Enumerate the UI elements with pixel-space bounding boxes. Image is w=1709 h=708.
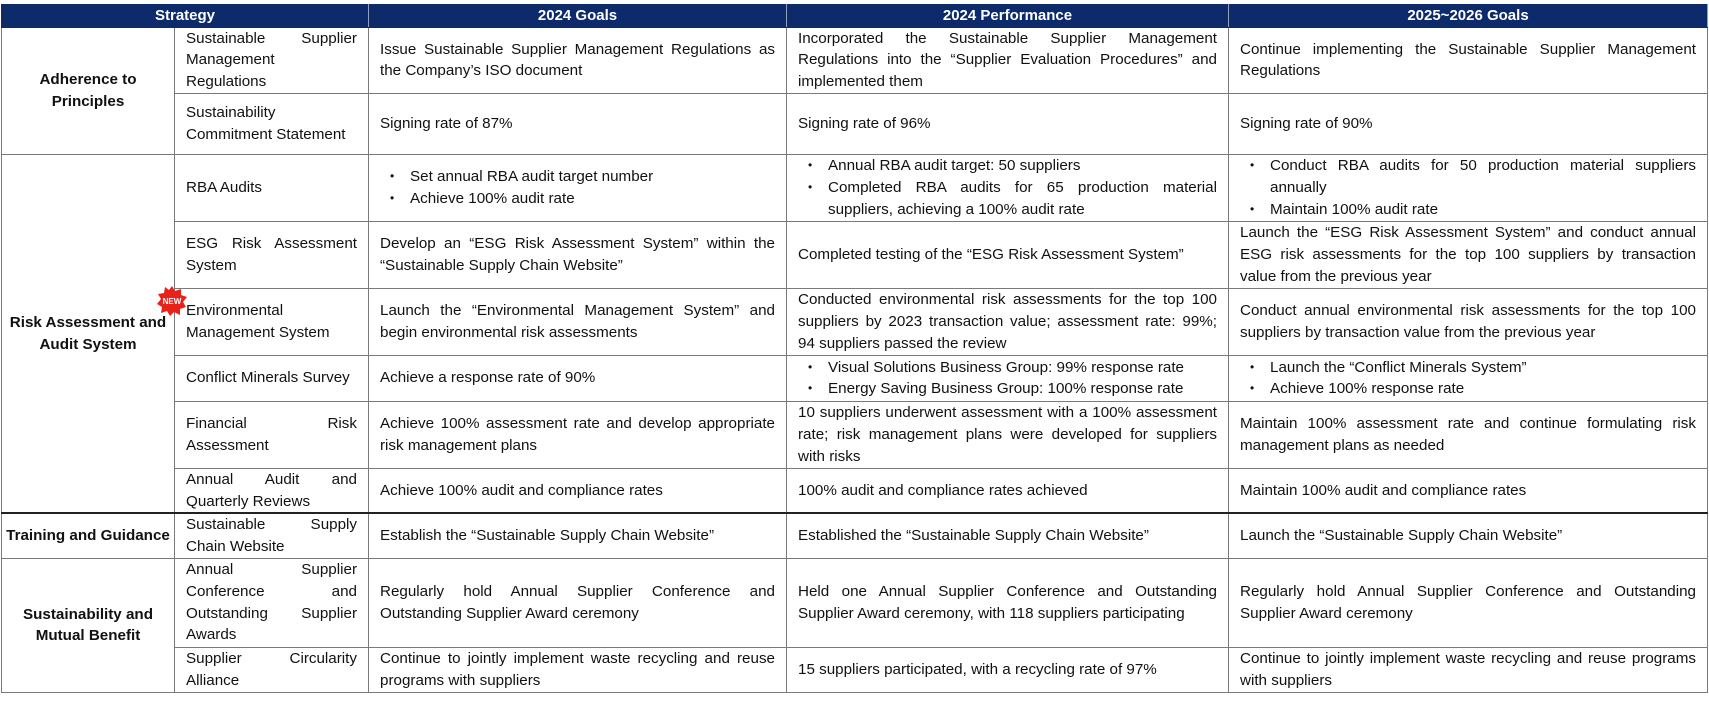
strategy-cell: RBA Audits [175, 154, 369, 221]
strategy-cell: ESG Risk Assessment System [175, 221, 369, 288]
strategy-cell: Conflict Minerals Survey [175, 355, 369, 401]
table-row [2, 93, 1708, 154]
group-sustainability: Sustainability and Mutual Benefit [2, 558, 175, 692]
performance-cell: 10 suppliers underwent assessment with a 100% assessment rate; risk management plans were developed for suppliers with risks [787, 401, 1229, 468]
future-goal-cell: Continue to jointly implement waste recycling and reuse programs with suppliers [1229, 647, 1708, 692]
performance-cell: Conducted environmental risk assessments for the top 100 suppliers by 2023 transaction value; assessment rate: 99%; 94 suppliers passed the review [787, 288, 1229, 355]
goal-cell: Continue to jointly implement waste recycling and reuse programs with suppliers [369, 647, 787, 692]
strategy-cell: Supplier Circularity Alliance [175, 647, 369, 692]
goal-cell: Achieve 100% assessment rate and develop appropriate risk management plans [369, 401, 787, 468]
list-item: • Energy Saving Business Group: 100% response rate [828, 378, 1217, 400]
header-2025-2026-goals: 2025~2026 Goals [1229, 5, 1708, 28]
list-item: • Launch the “Conflict Minerals System” [1270, 357, 1696, 379]
performance-cell: Established the “Sustainable Supply Chain Website” [787, 513, 1229, 558]
table-row [2, 154, 1708, 221]
future-goal-cell [1229, 154, 1708, 221]
table-row [2, 288, 1708, 355]
performance-cell: Completed testing of the “ESG Risk Assessment System” [787, 221, 1229, 288]
future-goal-cell: Launch the “Sustainable Supply Chain Website” [1229, 513, 1708, 558]
list-item: • Conduct RBA audits for 50 production material suppliers annually [1270, 155, 1696, 198]
group-risk: Risk Assessment and Audit System [2, 154, 175, 513]
future-goal-cell: Continue implementing the Sustainable Supplier Management Regulations [1229, 27, 1708, 93]
list-item: • Annual RBA audit target: 50 suppliers [828, 155, 1217, 177]
future-goal-cell: Maintain 100% assessment rate and continue formulating risk management plans as needed [1229, 401, 1708, 468]
table-row [2, 647, 1708, 692]
list-item: • Visual Solutions Business Group: 99% response rate [828, 357, 1217, 379]
performance-list [798, 155, 1217, 220]
header-2024-performance: 2024 Performance [787, 5, 1229, 28]
performance-cell: Held one Annual Supplier Conference and Outstanding Supplier Award ceremony, with 118 suppliers participating [787, 558, 1229, 647]
group-training: Training and Guidance [2, 513, 175, 558]
performance-cell: Incorporated the Sustainable Supplier Management Regulations into the “Supplier Evaluation Procedures” and implemented them [787, 27, 1229, 93]
future-goal-cell [1229, 355, 1708, 401]
header-strategy: Strategy [2, 5, 369, 28]
group-adherence: Adherence to Principles [2, 27, 175, 154]
list-item: • Achieve 100% audit rate [410, 188, 775, 210]
performance-cell: Signing rate of 96% [787, 93, 1229, 154]
goal-cell [369, 154, 787, 221]
performance-cell [787, 154, 1229, 221]
strategy-cell: Annual Supplier Conference and Outstanding Supplier Awards [175, 558, 369, 647]
svg-text:NEW: NEW [162, 297, 182, 307]
performance-cell: 15 suppliers participated, with a recycling rate of 97% [787, 647, 1229, 692]
list-item: • Maintain 100% audit rate [1270, 199, 1696, 221]
future-goal-list [1240, 155, 1696, 220]
performance-cell [787, 355, 1229, 401]
strategy-with-badge [162, 297, 357, 343]
future-goal-cell: Conduct annual environmental risk assessments for the top 100 suppliers by transaction value from the previous year [1229, 288, 1708, 355]
goal-cell: Launch the “Environmental Management System” and begin environmental risk assessments [369, 288, 787, 355]
table-row [2, 401, 1708, 468]
header-row [2, 5, 1708, 28]
future-goal-cell: Launch the “ESG Risk Assessment System” and conduct annual ESG risk assessments for the top 100 suppliers by transaction value from the previous year [1229, 221, 1708, 288]
goal-cell: Establish the “Sustainable Supply Chain Website” [369, 513, 787, 558]
performance-cell: 100% audit and compliance rates achieved [787, 468, 1229, 513]
table-row [2, 27, 1708, 93]
table-row [2, 468, 1708, 513]
goal-list [380, 166, 775, 209]
goal-cell: Signing rate of 87% [369, 93, 787, 154]
performance-list [798, 357, 1217, 400]
header-2024-goals: 2024 Goals [369, 5, 787, 28]
table-row [2, 221, 1708, 288]
goal-cell: Issue Sustainable Supplier Management Regulations as the Company’s ISO document [369, 27, 787, 93]
strategy-cell [162, 288, 369, 355]
goal-cell: Regularly hold Annual Supplier Conference and Outstanding Supplier Award ceremony [369, 558, 787, 647]
future-goal-list [1240, 357, 1696, 400]
strategy-cell: Sustainable Supply Chain Website [175, 513, 369, 558]
strategy-cell: Sustainability Commitment Statement [175, 93, 369, 154]
future-goal-cell: Signing rate of 90% [1229, 93, 1708, 154]
goal-cell: Achieve 100% audit and compliance rates [369, 468, 787, 513]
list-item: • Achieve 100% response rate [1270, 378, 1696, 400]
future-goal-cell: Maintain 100% audit and compliance rates [1229, 468, 1708, 513]
table-row [2, 558, 1708, 647]
table-row [2, 355, 1708, 401]
strategy-label: Environmental Management System [186, 302, 330, 341]
strategy-cell: Sustainable Supplier Management Regulations [175, 27, 369, 93]
table-row [2, 513, 1708, 558]
list-item: • Completed RBA audits for 65 production material suppliers, achieving a 100% audit rate [828, 177, 1217, 220]
goal-cell: Develop an “ESG Risk Assessment System” within the “Sustainable Supply Chain Website” [369, 221, 787, 288]
strategy-cell: Financial Risk Assessment [175, 401, 369, 468]
new-badge-icon [157, 286, 187, 316]
supplier-strategy-table [1, 4, 1708, 693]
goal-cell: Achieve a response rate of 90% [369, 355, 787, 401]
future-goal-cell: Regularly hold Annual Supplier Conference and Outstanding Supplier Award ceremony [1229, 558, 1708, 647]
list-item: • Set annual RBA audit target number [410, 166, 775, 188]
strategy-cell: Annual Audit and Quarterly Reviews [175, 468, 369, 513]
